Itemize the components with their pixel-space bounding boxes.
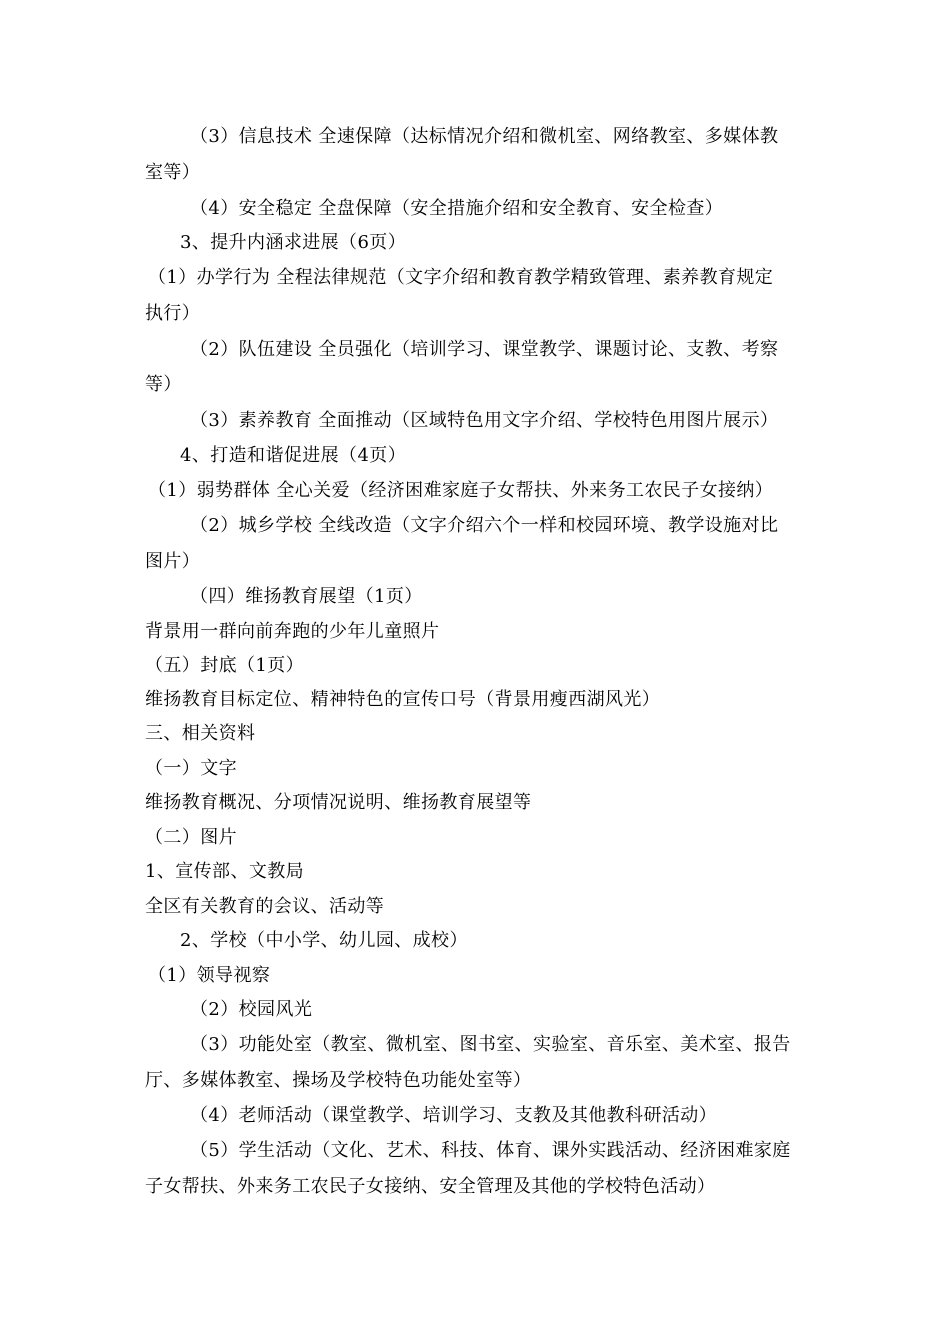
text-line: （5）学生活动（文化、艺术、科技、体育、课外实践活动、经济困难家庭: [190, 1140, 791, 1161]
text-line: 图片）: [145, 551, 201, 572]
text-line: （4）安全稳定 全盘保障（安全措施介绍和安全教育、安全检查）: [190, 198, 724, 219]
text-line: （1）办学行为 全程法律规范（文字介绍和教育教学精致管理、素养教育规定: [148, 267, 774, 288]
text-line: （五）封底（1页）: [145, 655, 305, 676]
text-line: 1、宣传部、文教局: [145, 861, 305, 882]
text-line: 维扬教育目标定位、精神特色的宣传口号（背景用瘦西湖风光）: [145, 689, 661, 710]
text-line: 维扬教育概况、分项情况说明、维扬教育展望等: [145, 792, 532, 813]
text-line: 执行）: [145, 303, 201, 324]
text-line: 全区有关教育的会议、活动等: [145, 896, 385, 917]
text-line: 室等）: [145, 162, 201, 183]
text-line: 厅、多媒体教室、操场及学校特色功能处室等）: [145, 1070, 532, 1091]
text-line: 2、学校（中小学、幼儿园、成校）: [180, 930, 468, 951]
text-line: 三、相关资料: [145, 723, 256, 744]
text-line: （2）校园风光: [190, 999, 313, 1020]
text-line: （3）素养教育 全面推动（区域特色用文字介绍、学校特色用图片展示）: [190, 410, 779, 431]
text-line: 4、打造和谐促进展（4页）: [180, 445, 407, 466]
text-line: 等）: [145, 374, 182, 395]
text-line: 背景用一群向前奔跑的少年儿童照片: [145, 621, 440, 642]
text-line: （2）城乡学校 全线改造（文字介绍六个一样和校园环境、教学设施对比: [190, 515, 779, 536]
text-line: （1）弱势群体 全心关爱（经济困难家庭子女帮扶、外来务工农民子女接纳）: [148, 480, 774, 501]
text-line: （一）文字: [145, 758, 237, 779]
text-line: （4）老师活动（课堂教学、培训学习、支教及其他教科研活动）: [190, 1105, 718, 1126]
text-line: （1）领导视察: [148, 965, 271, 986]
text-line: （2）队伍建设 全员强化（培训学习、课堂教学、课题讨论、支教、考察: [190, 339, 779, 360]
text-line: 3、提升内涵求进展（6页）: [180, 232, 407, 253]
text-line: （四）维扬教育展望（1页）: [190, 586, 423, 607]
text-line: （3）功能处室（教室、微机室、图书室、实验室、音乐室、美术室、报告: [190, 1034, 791, 1055]
text-line: 子女帮扶、外来务工农民子女接纳、安全管理及其他的学校特色活动）: [145, 1176, 716, 1197]
text-line: （二）图片: [145, 827, 237, 848]
text-line: （3）信息技术 全速保障（达标情况介绍和微机室、网络教室、多媒体教: [190, 126, 779, 147]
